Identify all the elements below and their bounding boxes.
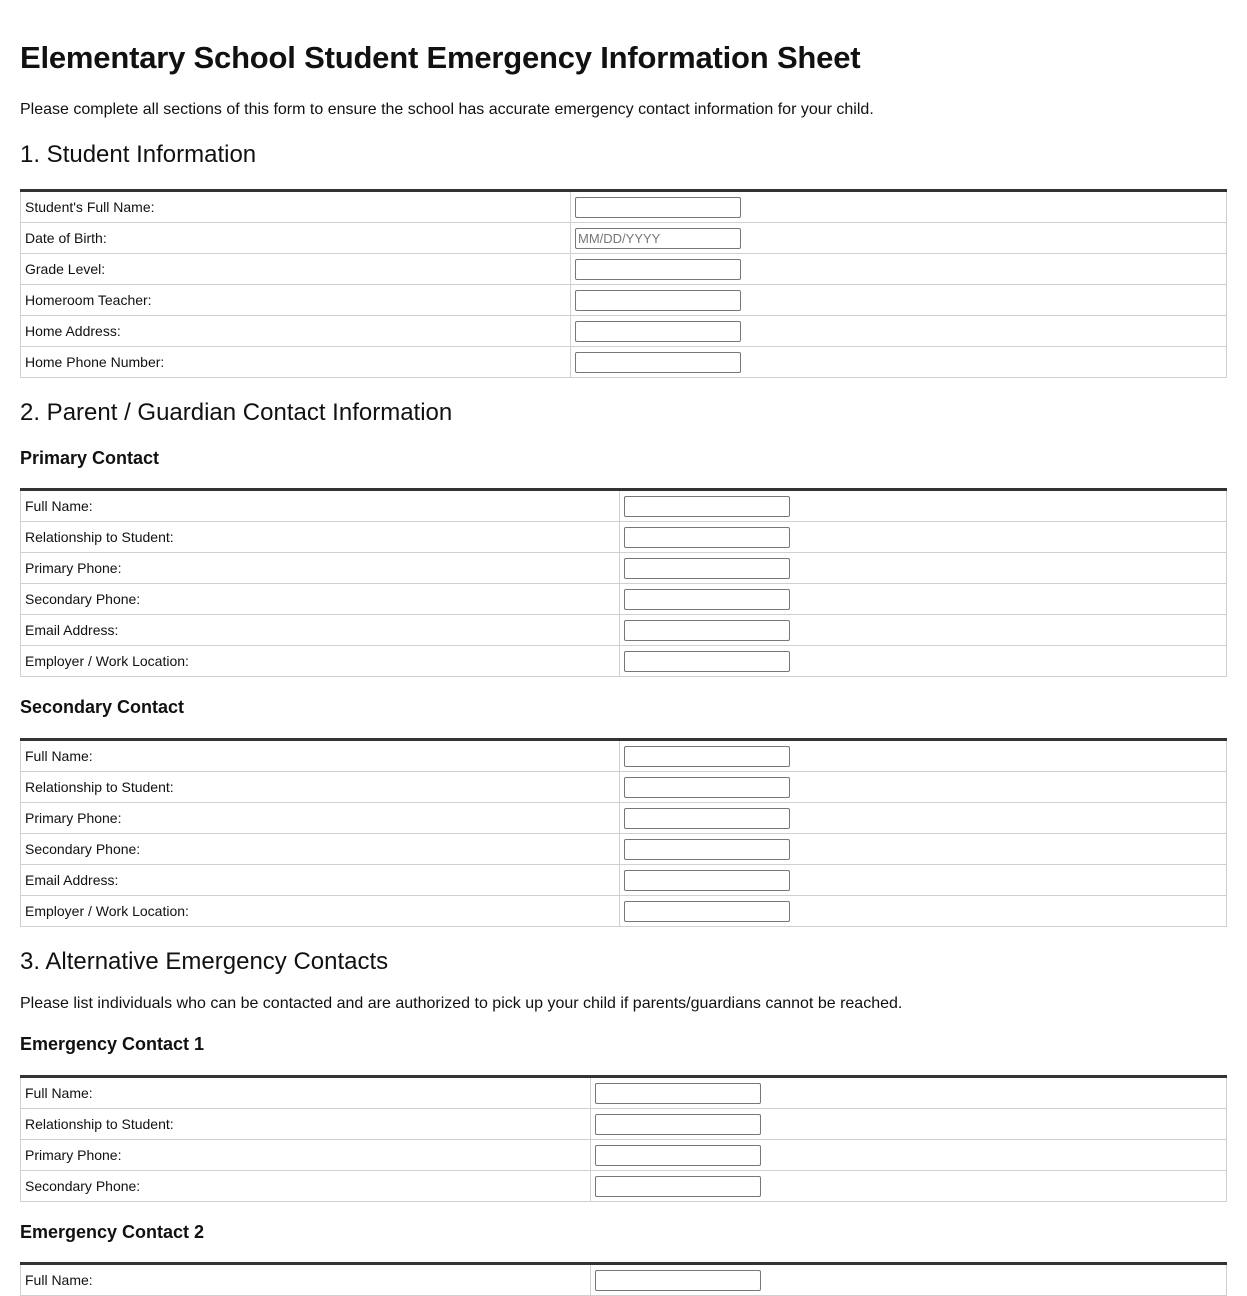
emergency1-relationship-input[interactable] bbox=[595, 1114, 761, 1135]
emergency-contact-1-table bbox=[20, 1075, 1227, 1202]
table-row bbox=[21, 1171, 1227, 1202]
field-label: Home Phone Number: bbox=[21, 347, 571, 378]
grade-level-input[interactable] bbox=[575, 259, 741, 280]
table-row bbox=[21, 223, 1227, 254]
field-label: Full Name: bbox=[21, 1264, 591, 1296]
primary-primary-phone-input[interactable] bbox=[624, 558, 790, 579]
field-label: Secondary Phone: bbox=[21, 584, 620, 615]
primary-secondary-phone-input[interactable] bbox=[624, 589, 790, 610]
secondary-email-input[interactable] bbox=[624, 870, 790, 891]
table-row bbox=[21, 646, 1227, 677]
table-row bbox=[21, 834, 1227, 865]
intro-text: Please complete all sections of this form to ensure the school has accurate emergency contact information for your child. bbox=[20, 101, 874, 118]
table-row bbox=[21, 896, 1227, 927]
section-1-heading: 1. Student Information bbox=[20, 141, 257, 168]
field-label: Relationship to Student: bbox=[21, 772, 620, 803]
field-label: Email Address: bbox=[21, 865, 620, 896]
table-row bbox=[21, 740, 1227, 772]
student-full-name-input[interactable] bbox=[575, 197, 741, 218]
field-label: Primary Phone: bbox=[21, 803, 620, 834]
section-3-heading: 3. Alternative Emergency Contacts bbox=[20, 948, 389, 975]
secondary-employer-input[interactable] bbox=[624, 901, 790, 922]
table-row bbox=[21, 615, 1227, 646]
secondary-contact-heading: Secondary Contact bbox=[20, 697, 185, 717]
field-label: Full Name: bbox=[21, 740, 620, 772]
home-address-input[interactable] bbox=[575, 321, 741, 342]
table-row bbox=[21, 1140, 1227, 1171]
table-row bbox=[21, 803, 1227, 834]
emergency-contact-2-heading: Emergency Contact 2 bbox=[20, 1222, 205, 1242]
field-label: Homeroom Teacher: bbox=[21, 285, 571, 316]
primary-contact-heading: Primary Contact bbox=[20, 448, 160, 468]
field-label: Relationship to Student: bbox=[21, 1109, 591, 1140]
field-label: Full Name: bbox=[21, 490, 620, 522]
emergency1-secondary-phone-input[interactable] bbox=[595, 1176, 761, 1197]
table-row bbox=[21, 254, 1227, 285]
primary-contact-table bbox=[20, 488, 1227, 677]
table-row bbox=[21, 865, 1227, 896]
table-row bbox=[21, 584, 1227, 615]
table-row bbox=[21, 285, 1227, 316]
field-label: Secondary Phone: bbox=[21, 834, 620, 865]
emergency1-full-name-input[interactable] bbox=[595, 1083, 761, 1104]
student-info-table bbox=[20, 189, 1227, 378]
table-row bbox=[21, 522, 1227, 553]
field-label: Employer / Work Location: bbox=[21, 896, 620, 927]
field-label: Full Name: bbox=[21, 1077, 591, 1109]
table-row bbox=[21, 1109, 1227, 1140]
secondary-full-name-input[interactable] bbox=[624, 746, 790, 767]
primary-relationship-input[interactable] bbox=[624, 527, 790, 548]
emergency-contact-1-heading: Emergency Contact 1 bbox=[20, 1034, 205, 1054]
table-row bbox=[21, 1077, 1227, 1109]
section-3-note: Please list individuals who can be contacted and are authorized to pick up your child if parents/guardians cannot be reached. bbox=[20, 995, 903, 1012]
homeroom-teacher-input[interactable] bbox=[575, 290, 741, 311]
emergency2-full-name-input[interactable] bbox=[595, 1270, 761, 1291]
field-label: Grade Level: bbox=[21, 254, 571, 285]
primary-email-input[interactable] bbox=[624, 620, 790, 641]
primary-full-name-input[interactable] bbox=[624, 496, 790, 517]
field-label: Primary Phone: bbox=[21, 1140, 591, 1171]
emergency-contact-2-table bbox=[20, 1262, 1227, 1296]
table-row bbox=[21, 772, 1227, 803]
emergency1-primary-phone-input[interactable] bbox=[595, 1145, 761, 1166]
field-label: Relationship to Student: bbox=[21, 522, 620, 553]
page-title: Elementary School Student Emergency Information Sheet bbox=[20, 40, 861, 75]
secondary-secondary-phone-input[interactable] bbox=[624, 839, 790, 860]
section-2-heading: 2. Parent / Guardian Contact Information bbox=[20, 399, 453, 426]
table-row bbox=[21, 490, 1227, 522]
table-row bbox=[21, 191, 1227, 223]
secondary-primary-phone-input[interactable] bbox=[624, 808, 790, 829]
field-label: Secondary Phone: bbox=[21, 1171, 591, 1202]
field-label: Student's Full Name: bbox=[21, 191, 571, 223]
table-row bbox=[21, 553, 1227, 584]
field-label: Employer / Work Location: bbox=[21, 646, 620, 677]
table-row bbox=[21, 347, 1227, 378]
home-phone-input[interactable] bbox=[575, 352, 741, 373]
secondary-relationship-input[interactable] bbox=[624, 777, 790, 798]
field-label: Date of Birth: bbox=[21, 223, 571, 254]
field-label: Home Address: bbox=[21, 316, 571, 347]
secondary-contact-table bbox=[20, 738, 1227, 927]
date-of-birth-input[interactable] bbox=[575, 228, 741, 249]
table-row bbox=[21, 1264, 1227, 1296]
table-row bbox=[21, 316, 1227, 347]
field-label: Email Address: bbox=[21, 615, 620, 646]
field-label: Primary Phone: bbox=[21, 553, 620, 584]
primary-employer-input[interactable] bbox=[624, 651, 790, 672]
